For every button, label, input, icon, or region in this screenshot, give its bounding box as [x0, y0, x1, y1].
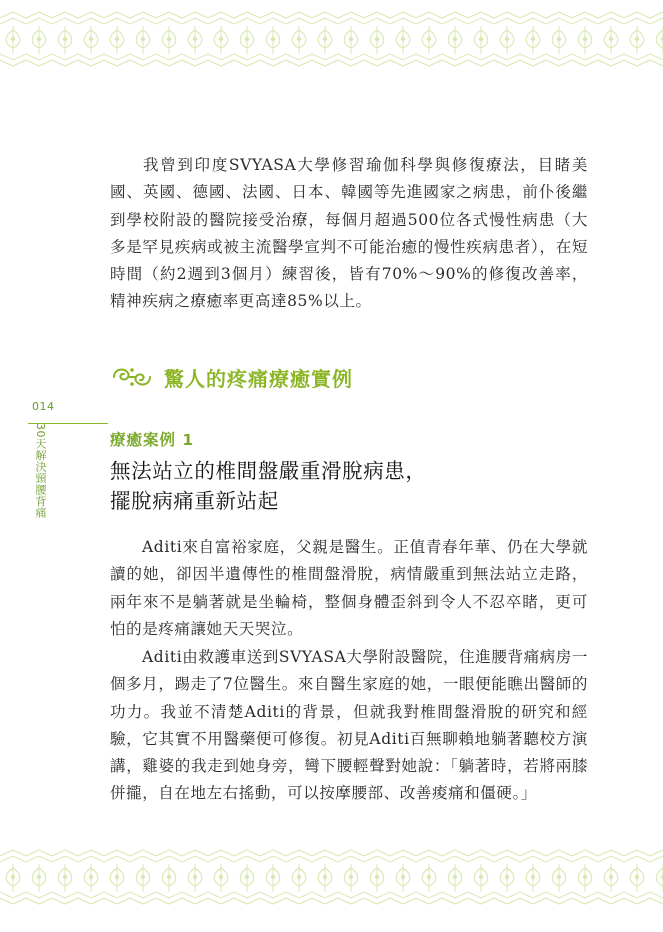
body-paragraph-2: Aditi由救護車送到SVYASA大學附設醫院，住進腰背痛病房一個多月，踢走了7位醫生。來自醫生家庭的她，一眼便能瞧出醫師的功力。我並不清楚Aditi的背景，但就我對椎間盤滑脫的研究和經驗，它其實不用醫藥便可修復。初見Aditi百無聊賴地躺著聽校方演講，雞婆的我走到她身旁，彎下腰輕聲對她說：「躺著時，若將兩膝併攏，自在地左右搖動，可以按摩腰部、改善痠痛和僵硬。」	[110, 648, 588, 803]
page-margin-info	[32, 400, 55, 519]
border-pattern-icon	[0, 848, 663, 906]
case-title-line-1: 無法站立的椎間盤嚴重滑脫病患，	[110, 459, 427, 483]
section-heading	[110, 360, 353, 394]
border-pattern-icon	[0, 10, 663, 68]
section-title: 驚人的疼痛療癒實例	[164, 366, 353, 391]
page-number: 014	[32, 400, 55, 413]
case-title	[110, 456, 590, 516]
case-title-line-2: 擺脫病痛重新站起	[110, 489, 279, 513]
swirl-ornament-icon	[110, 363, 154, 391]
running-book-title: 30天解決頸腰背痛	[34, 423, 47, 519]
intro-paragraph: 我曾到印度SVYASA大學修習瑜伽科學與修復療法，目睹美國、英國、德國、法國、日本、韓國等先進國家之病患，前仆後繼到學校附設的醫院接受治療，每個月超過500位各式慢性病患（大多是罕見疾病或被主流醫學宣判不可能治癒的慢性疾病患者），在短時間（約2週到3個月）練習後，皆有70%～90%的修復改善率，精神疾病之療癒率更高達85%以上。	[110, 156, 588, 311]
decorative-bottom-border	[0, 848, 663, 906]
body-paragraph-1: Aditi來自富裕家庭，父親是醫生。正值青春年華、仍在大學就讀的她，卻因半遺傳性的椎間盤滑脫，病情嚴重到無法站立走路，兩年來不是躺著就是坐輪椅，整個身體歪斜到令人不忍卒睹，更可怕的是疼痛讓她天天哭泣。	[110, 538, 588, 638]
decorative-top-border	[0, 10, 663, 68]
case-label: 療癒案例 1	[110, 431, 195, 449]
